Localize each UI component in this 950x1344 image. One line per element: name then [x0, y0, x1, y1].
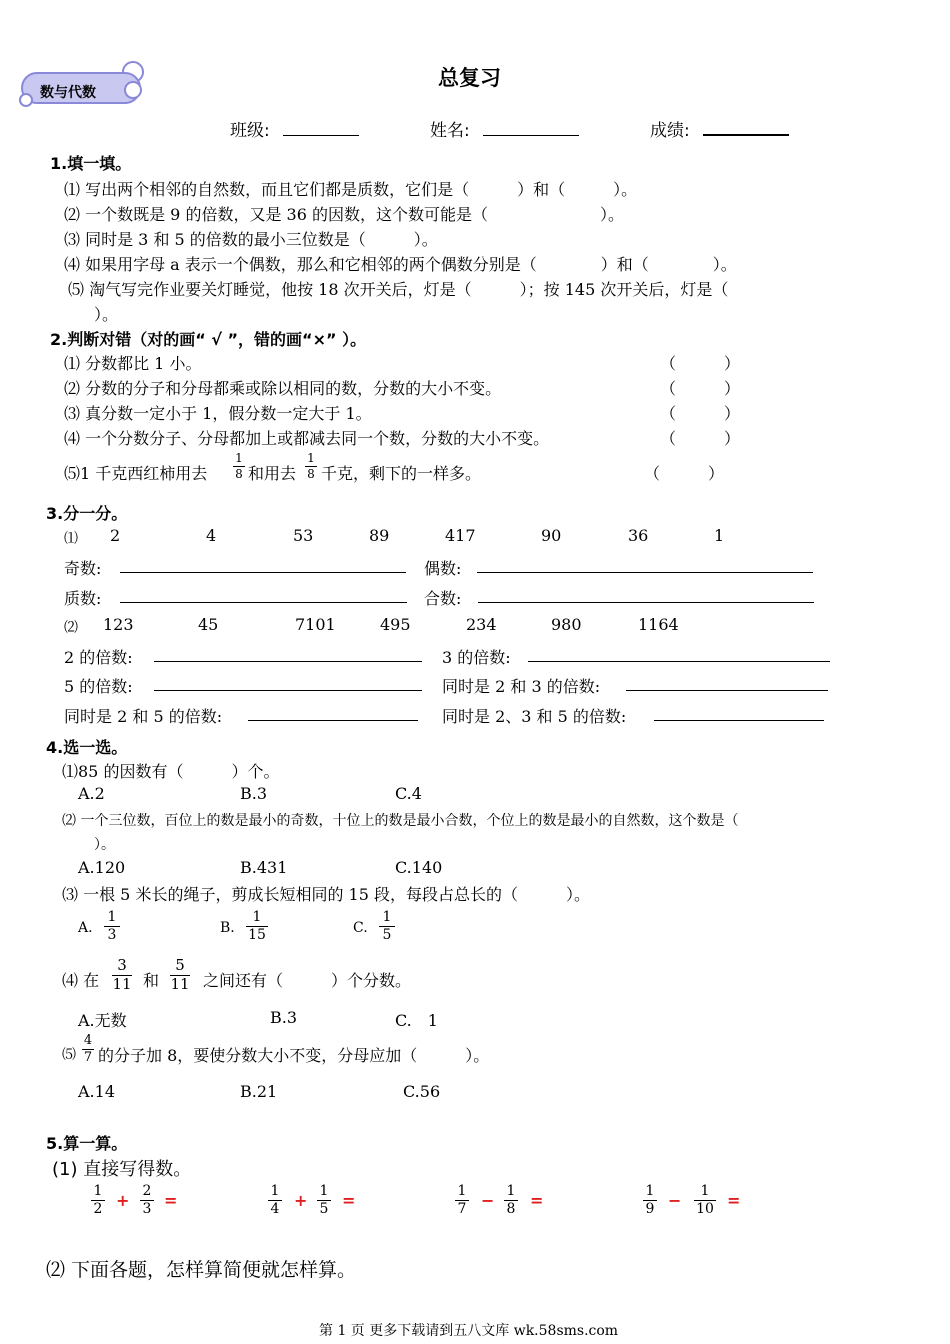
fraction-numerator: 4: [83, 1033, 93, 1048]
multiple-of-3-label: 3 的倍数:: [442, 648, 511, 667]
fraction-denominator: 11: [170, 974, 190, 993]
fraction-denominator: 9: [645, 1200, 655, 1217]
fraction-denominator: 8: [506, 1200, 516, 1217]
fraction-denominator: 5: [382, 926, 392, 943]
s5-sub-2: ⑵ 下面各题，怎样算简便就怎样算。: [46, 1259, 357, 1281]
s3-number: 1: [714, 526, 725, 545]
multiple-of-2-and-3-line[interactable]: [626, 674, 828, 691]
s4-q4-option-c[interactable]: C. 1: [395, 1011, 438, 1030]
s4-question-2-end: ）。: [94, 837, 115, 853]
s3-number: 417: [445, 526, 476, 545]
s4-question-1: ⑴85 的因数有（ ）个。: [62, 762, 280, 781]
fraction-denominator: 3: [142, 1200, 152, 1217]
expr-1-operator: +: [116, 1191, 130, 1210]
expr-3-frac-a: [455, 1184, 469, 1216]
s1-question-4: ⑷ 如果用字母 a 表示一个偶数，那么和它相邻的两个偶数分别是（ ）和（ ）。: [64, 255, 737, 274]
s3-number: 980: [551, 615, 582, 634]
s1-question-2: ⑵ 一个数既是 9 的倍数，又是 36 的因数，这个数可能是（ ）。: [64, 205, 624, 224]
s3-number: 53: [293, 526, 314, 545]
odd-label: 奇数:: [64, 559, 102, 578]
s4-question-4-pre: ⑷ 在: [62, 971, 100, 990]
fraction-denominator: 7: [457, 1200, 467, 1217]
s4-q3-option-c-label[interactable]: C.: [353, 920, 368, 936]
fraction-numerator: 1: [382, 909, 392, 925]
multiple-of-3-line[interactable]: [528, 645, 830, 662]
s2-question-4: ⑷ 一个分数分子、分母都加上或都减去同一个数，分数的大小不变。: [64, 429, 550, 448]
expr-2-frac-a: [268, 1184, 282, 1216]
section-4-heading: 4.选一选。: [46, 738, 128, 757]
fraction-four-sevenths: [82, 1034, 94, 1064]
expr-1-frac-a: [91, 1184, 105, 1216]
multiple-of-2-and-5-line[interactable]: [248, 704, 418, 721]
s4-q5-option-c[interactable]: C.56: [403, 1082, 441, 1101]
expr-4-frac-a: [643, 1184, 657, 1216]
expr-4-operator: −: [668, 1191, 682, 1210]
s4-q3-option-a-fraction[interactable]: [104, 910, 120, 942]
section-badge: [12, 60, 147, 110]
fraction-numerator: 1: [307, 451, 315, 465]
s3-number: 36: [628, 526, 649, 545]
fraction-three-elevenths: [112, 958, 132, 993]
section-3-heading: 3.分一分。: [46, 504, 128, 523]
class-blank[interactable]: [283, 119, 359, 136]
multiple-of-2-and-3-label: 同时是 2 和 3 的倍数:: [442, 677, 601, 696]
s4-q4-option-b[interactable]: B.3: [270, 1008, 298, 1027]
expr-2-equals: =: [342, 1191, 356, 1210]
fraction-numerator: 1: [700, 1183, 710, 1199]
multiple-of-2-3-5-line[interactable]: [654, 704, 824, 721]
s3-part-2-label: ⑵: [64, 620, 78, 636]
composite-answer-line[interactable]: [478, 586, 814, 603]
s1-question-3: ⑶ 同时是 3 和 5 的倍数的最小三位数是（ ）。: [64, 230, 438, 249]
section-1-heading: 1.填一填。: [50, 154, 132, 173]
expr-2-operator: +: [294, 1191, 308, 1210]
s3-number: 45: [198, 615, 219, 634]
s4-question-3: ⑶ 一根 5 米长的绳子，剪成长短相同的 15 段，每段占总长的（ ）。: [62, 885, 590, 904]
s3-number: 4: [206, 526, 217, 545]
multiple-of-2-line[interactable]: [154, 645, 422, 662]
s4-q3-option-b-label[interactable]: B.: [220, 920, 235, 936]
name-blank[interactable]: [483, 119, 579, 136]
s2-question-5-pre: ⑸1 千克西红柿用去: [64, 464, 208, 483]
class-field: [230, 116, 359, 141]
s2-answer-paren-3[interactable]: （ ）: [660, 404, 741, 423]
fraction-numerator: 1: [506, 1183, 516, 1199]
fraction-numerator: 1: [270, 1183, 280, 1199]
expr-3-operator: −: [481, 1191, 495, 1210]
s4-q3-option-c-fraction[interactable]: [379, 910, 395, 942]
fraction-numerator: 1: [107, 909, 117, 925]
s3-number: 89: [369, 526, 390, 545]
s3-number: 495: [380, 615, 411, 634]
s1-question-5-end: ）。: [94, 305, 119, 324]
multiple-of-2-and-5-label: 同时是 2 和 5 的倍数:: [64, 707, 223, 726]
section-5-heading: 5.算一算。: [46, 1134, 128, 1153]
fraction-denominator: 3: [107, 926, 117, 943]
s4-q3-option-a-label[interactable]: A.: [78, 920, 93, 936]
s2-question-1: ⑴ 分数都比 1 小。: [64, 354, 202, 373]
s4-q4-option-a[interactable]: A.无数: [78, 1011, 127, 1030]
fraction-denominator: 4: [270, 1200, 280, 1217]
s4-q1-option-b[interactable]: B.3: [240, 784, 268, 803]
fraction-denominator: 7: [83, 1049, 93, 1065]
even-answer-line[interactable]: [477, 556, 813, 573]
s3-part-1-label: ⑴: [64, 531, 78, 547]
fraction-numerator: 1: [93, 1183, 103, 1199]
badge-label: 数与代数: [40, 85, 96, 101]
s3-number: 234: [466, 615, 497, 634]
prime-answer-line[interactable]: [120, 586, 407, 603]
fraction-numerator: 1: [252, 909, 262, 925]
s2-answer-paren-2[interactable]: （ ）: [660, 379, 741, 398]
s4-q5-option-b[interactable]: B.21: [240, 1082, 278, 1101]
fraction-numerator: 3: [117, 956, 127, 974]
expr-1-frac-b: [140, 1184, 154, 1216]
score-field: [650, 116, 789, 141]
fraction-denominator: 8: [307, 466, 315, 481]
class-label: 班级:: [230, 121, 270, 141]
s4-q1-option-c[interactable]: C.4: [395, 784, 422, 803]
expr-3-frac-b: [504, 1184, 518, 1216]
expr-3-equals: =: [530, 1191, 544, 1210]
s2-question-5-mid: 和用去: [248, 464, 297, 483]
s2-answer-paren-1[interactable]: （ ）: [660, 354, 741, 373]
s5-sub-1: (1) 直接写得数。: [52, 1159, 192, 1180]
s1-question-1: ⑴ 写出两个相邻的自然数，而且它们都是质数，它们是（ ）和（ ）。: [64, 180, 638, 199]
s4-q2-option-a[interactable]: A.120: [78, 858, 126, 877]
s4-q5-option-a[interactable]: A.14: [78, 1082, 115, 1101]
s4-q2-option-c[interactable]: C.140: [395, 858, 443, 877]
fraction-numerator: 5: [175, 956, 185, 974]
s4-question-4-and: 和: [143, 971, 160, 990]
expr-1-equals: =: [164, 1191, 178, 1210]
section-2-heading: 2.判断对错（对的画“ √ ”，错的画“×” ）。: [50, 330, 367, 349]
s4-question-4-post: 之间还有（ ）个分数。: [203, 971, 412, 990]
page-title: 总复习: [438, 66, 501, 90]
s3-number: 2: [110, 526, 121, 545]
fraction-denominator: 10: [696, 1200, 714, 1217]
expr-2-frac-b: [317, 1184, 331, 1216]
s4-question-2: ⑵ 一个三位数，百位上的数是最小的奇数，十位上的数是最小合数，个位上的数是最小的自然数，这个数是（: [62, 813, 739, 829]
multiple-of-5-label: 5 的倍数:: [64, 677, 133, 696]
even-label: 偶数:: [424, 559, 462, 578]
expr-4-frac-b: [694, 1184, 716, 1216]
fraction-denominator: 5: [319, 1200, 329, 1217]
s3-number: 123: [103, 615, 134, 634]
s3-number: 1164: [638, 615, 679, 634]
s4-question-5-post: 的分子加 8，要使分数大小不变，分母应加（ ）。: [98, 1046, 490, 1065]
fraction-numerator: 1: [457, 1183, 467, 1199]
s4-q3-option-b-fraction[interactable]: [246, 910, 268, 942]
s4-q1-option-a[interactable]: A.2: [78, 784, 105, 803]
fraction-numerator: 1: [319, 1183, 329, 1199]
s2-answer-paren-4[interactable]: （ ）: [660, 429, 741, 448]
name-label: 姓名:: [430, 121, 470, 141]
s2-question-3: ⑶ 真分数一定小于 1，假分数一定大于 1。: [64, 404, 372, 423]
s3-number: 90: [541, 526, 562, 545]
fraction-five-elevenths: [170, 958, 190, 993]
s2-question-2: ⑵ 分数的分子和分母都乘或除以相同的数，分数的大小不变。: [64, 379, 502, 398]
fraction-numerator: 1: [235, 451, 243, 465]
s2-answer-paren-5[interactable]: （ ）: [644, 464, 725, 483]
score-blank[interactable]: [703, 118, 789, 136]
multiple-of-2-label: 2 的倍数:: [64, 648, 133, 667]
fraction-denominator: 11: [112, 974, 132, 993]
fraction-one-eighth: [233, 452, 245, 480]
fraction-numerator: 2: [142, 1183, 152, 1199]
s4-q2-option-b[interactable]: B.431: [240, 858, 288, 877]
fraction-denominator: 15: [248, 926, 266, 943]
multiple-of-5-line[interactable]: [154, 674, 422, 691]
multiple-of-2-3-5-label: 同时是 2、3 和 5 的倍数:: [442, 707, 627, 726]
odd-answer-line[interactable]: [120, 556, 406, 573]
s2-question-5-post: 千克，剩下的一样多。: [321, 464, 482, 483]
prime-label: 质数:: [64, 589, 102, 608]
fraction-numerator: 1: [645, 1183, 655, 1199]
name-field: [430, 116, 579, 141]
s1-question-5: ⑸ 淘气写完作业要关灯睡觉，他按 18 次开关后，灯是（ ）；按 145 次开关后，灯是（: [68, 280, 729, 299]
fraction-denominator: 2: [93, 1200, 103, 1217]
score-label: 成绩:: [650, 121, 690, 141]
expr-4-equals: =: [727, 1191, 741, 1210]
fraction-one-eighth-2: [305, 452, 317, 480]
s4-question-5-pre: ⑸: [62, 1047, 76, 1063]
page-footer: 第 1 页 更多下载请到五八文库 wk.58sms.com: [319, 1323, 619, 1339]
s3-number: 7101: [295, 615, 336, 634]
composite-label: 合数:: [424, 589, 462, 608]
fraction-denominator: 8: [235, 466, 243, 481]
